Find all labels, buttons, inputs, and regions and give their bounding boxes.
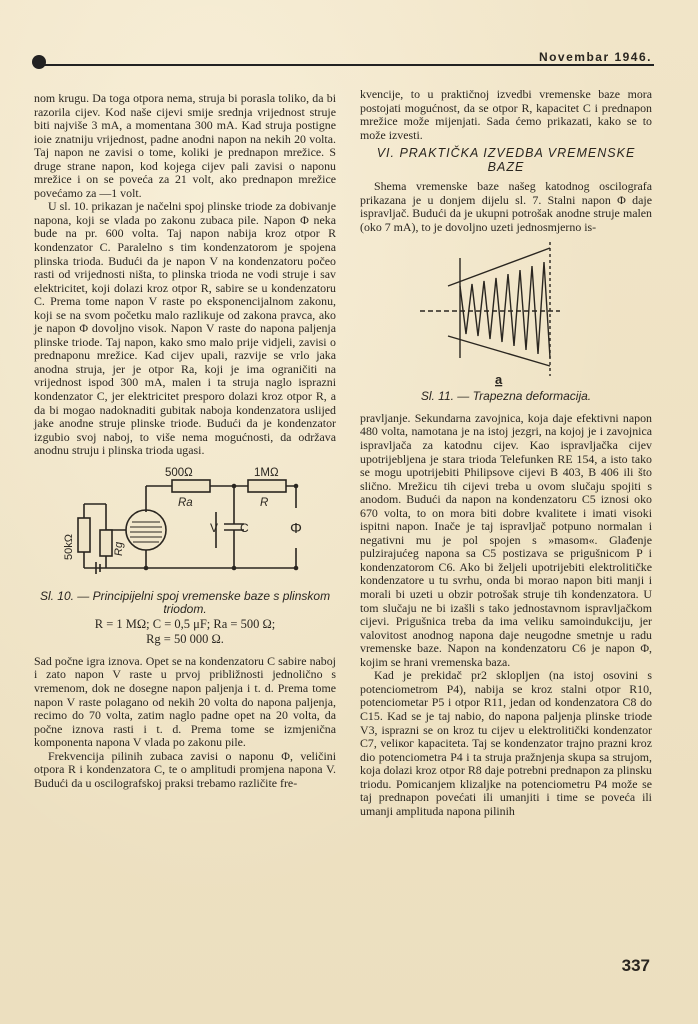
label-c: C	[240, 520, 249, 535]
label-50k: 50kΩ	[63, 533, 75, 560]
figure-10-circuit-diagram	[34, 464, 336, 588]
label-1-megohm: 1MΩ	[254, 466, 279, 479]
figure-10-values-2: Rg = 50 000 Ω.	[146, 631, 224, 646]
page-number: 337	[621, 956, 650, 975]
label-500-ohm: 500Ω	[165, 466, 193, 479]
paragraph: pravljanje. Sekundarna zavojnica, koja daje efektivni napon 480 volta, namotana je na istoj jezgri, na kojoj je i zavojnica ispravljača za katodnu cijev. Kao ispravljačka cijev upotrijebljena je stara trioda Telefunken RE 154, a isto tako se mogu upotrijebiti Philipsove cijevi B 403, B 406 ili što slično. Mrežicu tih cijevi treba u ovom slučaju spojiti s anodom. Budući da napon na kondenzatoru C5 iznosi oko 670 volta, to on mora biti dobre kvalitete i imati visoki ispitni napon. Inače je taj ispravljač potpuno normalan i negativni mu je pol spojen s »masom«. Glađenje pulzirajućeg napona sa C5 postizava se prigušnicom P i kondenzatorom C6. Ako bi željeli upotrijebiti elektrolitičke kondenzatore u tu svrhu, onda bi morao napon biti manji i morali bi uzeti u obzir potrošak struje tih kondenzatora. U tom slučaju ne bi izašli s tako jednostavnom ispravljačkom cijevi. Prigušnica treba da ima veliku samoindukciju, jer valovitost anodnog napona daje neugodne smetnje u radu vremenske baze. Napon na kondenzatoru C6 je napon Φ, kojim se hrani vremenska baza.	[360, 410, 652, 669]
figure-10-caption: Sl. 10. — Principijelni spoj vremenske baze s plinskom triodom.	[39, 588, 331, 617]
figure-10-values-1: R = 1 MΩ; C = 0,5 μF; Ra = 500 Ω;	[94, 616, 276, 631]
paragraph: Shema vremenske baze našeg katodnog oscilografa prikazana je u donjem dijelu sl. 7. Stalni napon Φ daje ispravljač. Budući da je ukupni potrošak anodne struje malen (oko 7 mA), to je dovoljno uzeti jednosmjerno is-	[360, 179, 652, 234]
header-date: Novembar 1946.	[538, 50, 652, 64]
label-v: V	[210, 520, 219, 535]
label-ra: Ra	[178, 496, 193, 509]
right-column	[360, 88, 652, 818]
section-title	[360, 146, 652, 174]
figure-11-sublabel: a	[495, 372, 503, 388]
paragraph: Frekvencija pilinih zubaca zavisi o naponu Φ, veličini otpora R i kondenzatora C, te o amplitudi promjena napona V. Budući da u oscilografskoj praksi trebamo različite fre-	[34, 748, 336, 790]
header-rule	[38, 64, 654, 66]
paragraph: kvencije, to u praktičnoj izvedbi vremenske baze mora postojati mogućnost, da se otpor R, kapacitet C i prednapon mrežice može mijenjati. Sada ćemo prikazati, kako se to može izvesti.	[360, 87, 652, 142]
section-title-line-1: VI. PRAKTIČKA IZVEDBA VREMENSKE	[376, 146, 636, 161]
label-rg: Rg	[113, 541, 125, 556]
label-r: R	[260, 496, 269, 509]
figure-11-caption: Sl. 11. — Trapezna deformacija.	[420, 389, 592, 404]
left-column	[34, 92, 336, 790]
paragraph: Kad je prekidač pr2 sklopljen (na istoj osovini s potenciometrom P4), nabija se kroz stalni otpor R10, potenciometar P5 i otpor R11, jedan od kondenzatora C8 do C15. Kad se je taj nabio, do napona paljenja plinske triode V3, isprazni se on kroz tu cijev u elektrolitički kondenzator C7, veliког kapaciteta. Taj se kondenzator trajno prazni kroz dio potenciometra P4 i ta struja pražnjenja skupa sa strujom, koja dolazi kroz otpor R8 daje potrebni prednapon za plinsku triodu. Pomicanjem klizaljke na potenciometru P4 može se taj prednapon povećati ili umanjiti i time se poveća ili umanji amplituda napona pilinih	[360, 668, 652, 818]
section-title-line-2: BAZE	[487, 160, 525, 175]
label-phi: Φ	[290, 519, 302, 537]
paragraph: nom krugu. Da toga otpora nema, struja bi porasla toliko, da bi razorila cijev. Kod naše cijevi smije srednja vrijednost struje biti najviše 3 mA, a momentana 300 mA. Kad struja postigne ioie znatniju vrijednost, padne anodni napon na nekih 20 volta. Taj napon ne zavisi o tome, koliki je prednapon mrežice. S druge strane napon, kod kojega cijev pali zavisi o naponu mrežice i on se poveća za 21 volt, ako prednapon mrežice povećamo za —1 volt.	[34, 91, 336, 200]
paragraph: U sl. 10. prikazan je načelni spoj plinske triode za dobivanje napona, koji se vlada po zakonu zubaca pile. Napon Φ neka bude na pr. 600 volta. Taj napon nabija kroz otpor R kondenzator C. Paralelno s tim kondenzatorom je spojena plinska trioda. Budući da je napon V na kondenzatoru počeo rasti od vrijednosti ništa, to plinska trioda ne vodi struje i sav elektricitet, koji dolazi kroz otpor R, sabire se u kondenzatoru C. Prema tome napon V raste po eksponencijalnom zakonu, koji se na svom početku malo razlikuje od zakona pravca, ako je napon Φ dovoljno visok. Napon V raste do napona paljenja plinske triode. Taj napon, kako smo malo prije vidjeli, zavisi o prednaponu mrežice. Kad cijev upali, razvije se vrlo jaka anodna struja, jer je otpor Ra, koji je ima ograničiti na vrijednost ispod 300 mA, malen i ta struja naglo isprazni kondenzator C, jer elektricitet presporo dolazi kroz otpor R, a da bi mogao nadoknaditi gubitak naboja kondenzatora uslijed jake anodne struje plinske triode. Budući da je kondenzator izgubio svoj naboj, to više nema mogućnosti, da održava anodnu struju i plinska trioda ugasi.	[34, 199, 336, 458]
header-bullet-icon	[32, 55, 46, 69]
figure-11-trapezoid-waveform	[360, 238, 652, 388]
paragraph: Sad počne igra iznova. Opet se na kondenzatoru C sabire naboj i zato napon V raste u prvoj približnosti jednolično s vremenom, dok ne dosegne napon paljenja i t. d. Prema tome napon V raste polagano od nekih 20 volta do napona paljenja, recimo do 70 volta, zatim naglo padne opet na 20 volta, da počne iznova rasti i t. d. Prema tome se izmjenična komponenta napona V vlada po zakonu pile.	[34, 653, 336, 750]
